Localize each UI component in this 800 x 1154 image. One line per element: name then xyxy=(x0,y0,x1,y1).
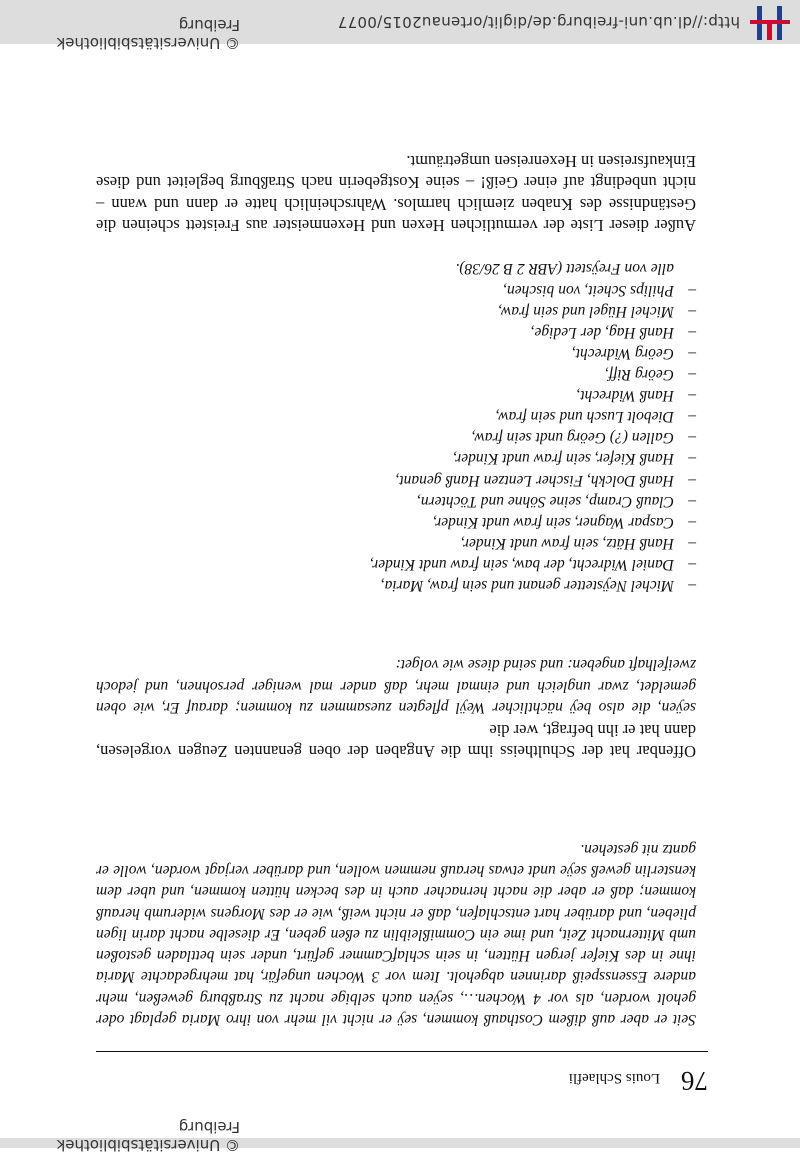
list-closing-line: alle von Freÿstett (ABR 2 B 26/38). xyxy=(455,260,674,277)
list-item: – Geörg Riff, xyxy=(604,366,696,384)
running-header xyxy=(96,1051,708,1096)
quote-testimony: Seit er aber auß dißem Costhauß kommen, seÿ er nicht vil mehr von ihro Maria geplagt oder geholt worden, als vor 4 Wochen…, seÿen auch selbige nacht zu Straßburg geweßen, mehr andere Essensspeiß darinnen abgeholt. Item vor 3 Wochen ungefär, hat mehrgedachte Maria ihne in des Kiefer jergen Hütten, in sein schlafCammer gefürt, under sein bettladen gestoßen umb Mitternacht Zeit, und ime ein Commißleiblin zu eßen geben, Er dieselbe nacht darin ligen plieben, und darüber hart entschlafen, daß er nicht weiß, wie er des Morgens widerumb herauß kommen; daß er aber die nacht hernacher auch in des becken hütten kommen, und uber dem kensterlin geweß seÿe undt etwas herauß nemmen wollen, und darüber verjagt worden, wolle er gantz nit gestehen. xyxy=(96,840,696,1028)
list-item: – Clauß Cramp, seine Söhne und Töchtern, xyxy=(416,492,696,510)
document-url[interactable]: http://dl.ub.uni-freiburg.de/diglit/ortenau2015/0077 xyxy=(337,13,740,31)
list-item: – Philips Scheit, von bischen, xyxy=(503,281,696,299)
copyright-notice-top: © Universitätsbibliothek Freiburg xyxy=(56,1118,240,1154)
library-footer-banner xyxy=(0,0,800,52)
list-item: – Hanß Dolckh, Fischer Lentzen Hanß genant, xyxy=(395,471,696,489)
suspect-list xyxy=(96,280,696,596)
list-item: – Hanß Kiefer, sein fraw undt Kinder, xyxy=(453,450,696,468)
list-item: – Hanß Hätz, sein fraw undt Kinder, xyxy=(460,534,696,552)
list-item: – Hanß Widrecht, xyxy=(576,387,696,405)
running-author: Louis Schlaefli xyxy=(568,1070,660,1086)
copyright-notice: © Universitätsbibliothek Freiburg xyxy=(56,16,240,52)
list-item: – Geörg Widrecht, xyxy=(571,344,696,362)
list-item: – Daniel Widrecht, der baw, sein fraw undt Kinder, xyxy=(370,555,696,573)
quote-names-intro: seÿen, die also beÿ nächtlicher Weÿl pflegten zuesammen zu kommen; darauf Er, wie oben gemeldet, zwar ungleich und einmal mehr, daß ander mal weniger persohnen, und jedoch zweifelhaft angeben: und seind diese wie volget: xyxy=(96,656,696,716)
page-number: 76 xyxy=(681,1066,708,1096)
list-item: – Caspar Wagner, sein fraw undt Kinder, xyxy=(433,513,696,531)
list-item: – Michel Neÿstetter genant und sein fraw, Maria, xyxy=(380,577,696,594)
list-item: – Gallen (?) Geörg undt sein fraw, xyxy=(471,429,696,447)
paragraph-schultheiss: Offenbar hat der Schultheiss ihm die Angaben der oben genannten Zeugen vorgelesen, dann hat er ihn befragt, wer die xyxy=(96,720,696,761)
list-item: – Hanß Hag, der Ledige, xyxy=(530,323,696,341)
list-item: – Michel Hügel und sein fraw, xyxy=(498,302,696,320)
library-header-banner xyxy=(0,1118,800,1154)
university-logo-icon xyxy=(750,2,790,40)
paragraph-conclusion: Außer dieser Liste der vermutlichen Hexen und Hexenmeister aus Freistett scheinen die Geständnisse des Knaben ziemlich harmlos. Wahrscheinlich hatte er dann und wann – nicht unbedingt auf einer Geiß! – seine Kostgeberin nach Straßburg begleitet und diese Einkaufsreisen in Hexenreisen umgeträumt. xyxy=(96,152,696,235)
list-item: – Diebolt Lusch und sein fraw, xyxy=(495,408,696,426)
